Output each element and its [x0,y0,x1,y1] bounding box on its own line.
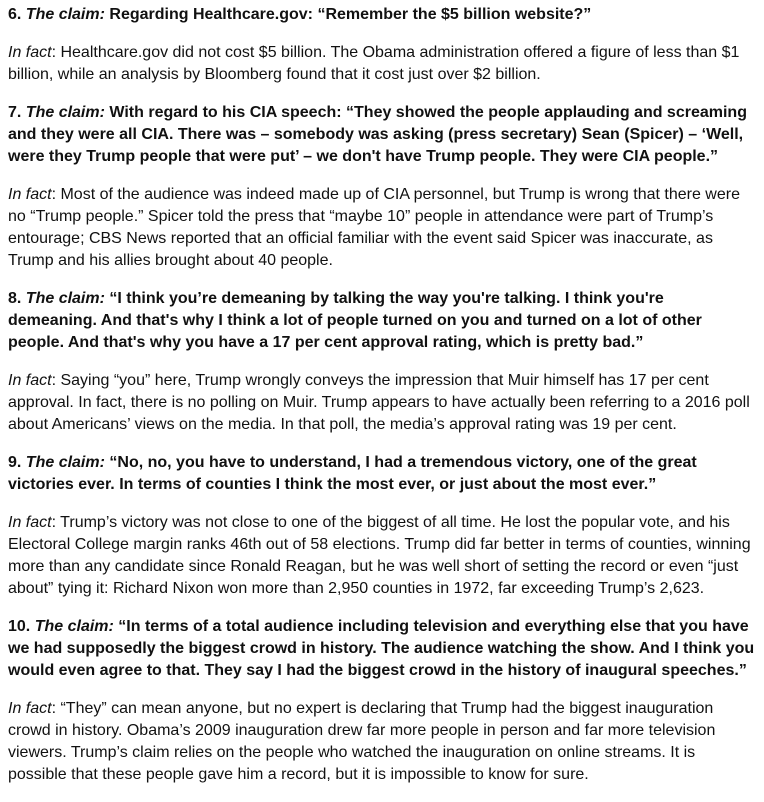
claim-number: 10. [8,618,31,635]
fact-label: In fact [8,186,52,203]
fact-label: In fact [8,700,52,717]
claim-label: The claim: [25,454,105,471]
claim-block-10 [8,616,756,786]
fact-paragraph [8,42,756,86]
fact-label: In fact [8,44,52,61]
fact-text: : Saying “you” here, Trump wrongly conveys the impression that Muir himself has 17 per cent approval. In fact, there is no polling on Muir. Trump appears to have actually been referring to a 2016 poll about Americans’ views on the media. In that poll, the media’s approval rating was 19 per cent. [8,372,750,433]
claim-paragraph [8,102,756,168]
fact-paragraph [8,370,756,436]
claim-label: The claim: [25,6,105,23]
fact-text: : Trump’s victory was not close to one of the biggest of all time. He lost the popular vote, and his Electoral College margin ranks 46th out of 58 elections. Trump did far better in terms of counties, winning more than any candidate since Ronald Reagan, but he was well short of setting the record or even “just about” tying it: Richard Nixon won more than 2,950 counties in 1972, far exceeding Trump’s 2,623. [8,514,751,597]
claim-text: With regard to his CIA speech: “They showed the people applauding and screaming and they were all CIA. There was – somebody was asking (press secretary) Sean (Spicer) – ‘Well, were they Trump people that were put’ – we don't have Trump people. They were CIA people.” [8,104,747,165]
claim-number: 7. [8,104,22,121]
claim-paragraph [8,288,756,354]
fact-paragraph [8,184,756,272]
claim-text: “In terms of a total audience including television and everything else that you have we had supposedly the biggest crowd in history. The audience watching the show. And I think you would even agree to that. They say I had the biggest crowd in the history of inaugural speeches.” [8,618,755,679]
claim-block-9 [8,452,756,600]
claim-label: The claim: [25,290,105,307]
fact-text: : Healthcare.gov did not cost $5 billion. The Obama administration offered a figure of less than $1 billion, while an analysis by Bloomberg found that it cost just over $2 billion. [8,44,740,83]
claim-block-7 [8,102,756,272]
claim-text: “No, no, you have to understand, I had a tremendous victory, one of the great victories ever. In terms of counties I think the most ever, or just about the most ever.” [8,454,697,493]
fact-paragraph [8,512,756,600]
fact-text: : “They” can mean anyone, but no expert is declaring that Trump had the biggest inauguration crowd in history. Obama’s 2009 inauguration drew far more people in person and far more television viewers. Trump’s claim relies on the people who watched the inauguration on online streams. It is possible that these people gave him a record, but it is impossible to know for sure. [8,700,716,783]
claim-number: 6. [8,6,22,23]
claim-text: Regarding Healthcare.gov: “Remember the $5 billion website?” [109,6,592,23]
claim-paragraph [8,616,756,682]
claim-paragraph [8,452,756,496]
fact-paragraph [8,698,756,786]
claim-number: 9. [8,454,22,471]
claim-text: “I think you’re demeaning by talking the way you're talking. I think you're demeaning. And that's why I think a lot of people turned on you and turned on a lot of other people. And that's why you have a 17 per cent approval rating, which is pretty bad.” [8,290,702,351]
fact-label: In fact [8,372,52,389]
claim-block-8 [8,288,756,436]
claim-number: 8. [8,290,22,307]
fact-label: In fact [8,514,52,531]
fact-text: : Most of the audience was indeed made up of CIA personnel, but Trump is wrong that there were no “Trump people.” Spicer told the press that “maybe 10” people in attendance were part of Trump’s entourage; CBS News reported that an official familiar with the event said Spicer was inaccurate, as Trump and his allies brought about 40 people. [8,186,740,269]
claim-paragraph [8,4,756,26]
claim-block-6 [8,4,756,86]
claim-label: The claim: [34,618,114,635]
claim-label: The claim: [25,104,105,121]
